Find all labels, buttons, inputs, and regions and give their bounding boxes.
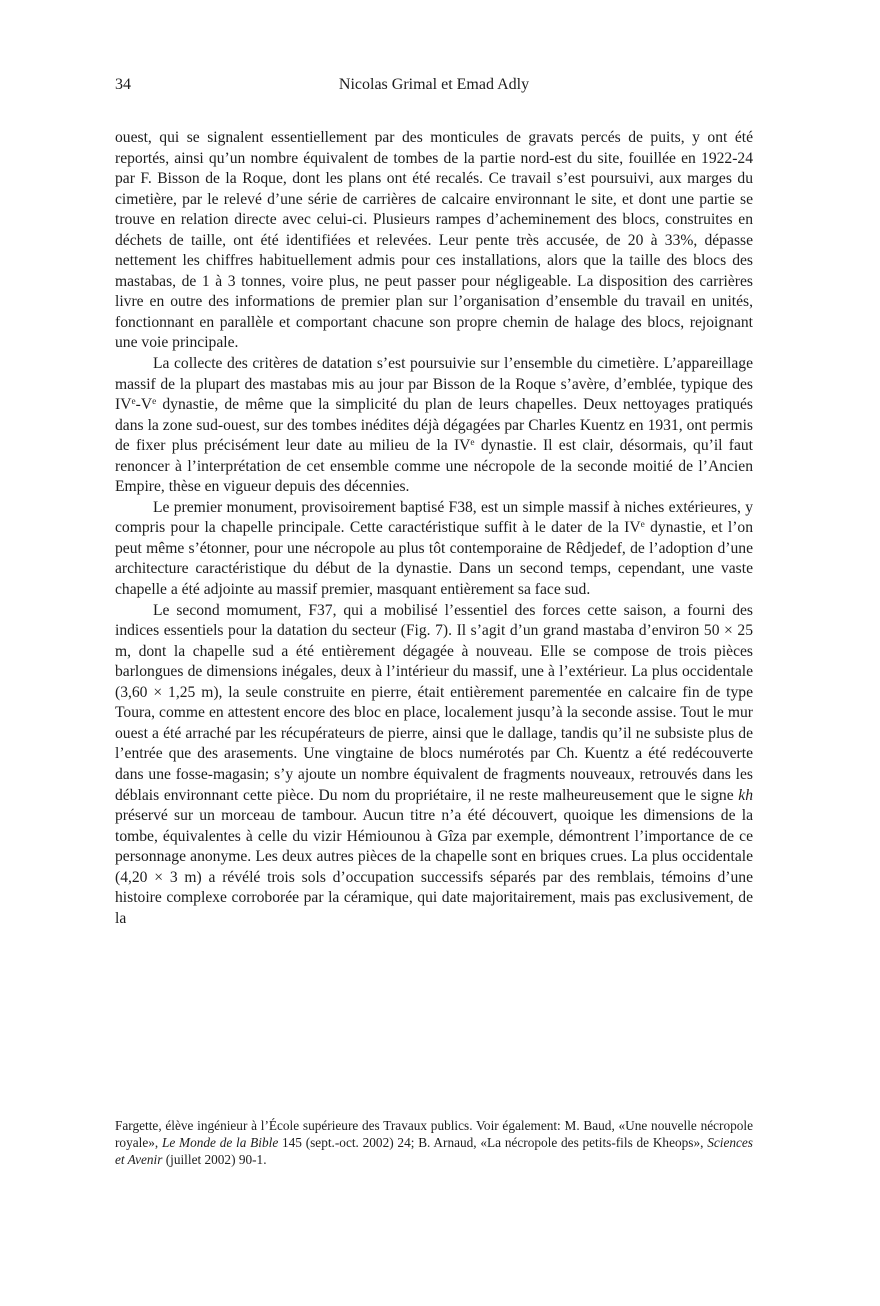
superscript: e — [152, 396, 157, 407]
paragraph-4-text-a: Le second momument, F37, qui a mobilisé l’essentiel des forces cette saison, a fourni des indices essentiels pour la datation du secteur (Fig. 7). Il s’agit d’un grand mastaba d’environ 50 × 25 m, dont la chapelle sud a été entièrement dégagée à nouveau. Elle se compose de trois pièces barlongues de dimensions inégales, deux à l’intérieur du massif, une à l’extérieur. La plus occidentale (3,60 × 1,25 m), la seule construite en pierre, était entièrement parementée en calcaire fin de type Toura, comme en attestent encore des bloc en place, localement jusqu’à la seconde assise. Tout le mur ouest a été arraché par les récupérateurs de pierre, ainsi que le dallage, tandis qu’il ne subsiste plus de l’entrée que des arasements. Une vingtaine de blocs numérotés par Ch. Kuentz a été redécouverte dans une fosse-magasin; s’y ajoute un nombre équivalent de fragments nouveaux, retrouvés dans les déblais environnant cette pièce. Du nom du propriétaire, il ne reste malheureusement que le signe — [115, 601, 753, 804]
footnote-text-b: 145 (sept.-oct. 2002) 24; B. Arnaud, «La nécropole des petits-fils de Kheops», — [278, 1134, 708, 1150]
paragraph-2-text-b: -V — [135, 396, 153, 414]
paragraph-1-text: ouest, qui se signalent essentiellement par des monticules de gravats percés de puits, y ont été reportés, ainsi qu’un nombre équivalent de tombes de la partie nord-est du site, fouillée en 1922-24 par F. Bisson de la Roque, dont les plans ont été recalés. Ce travail s’est poursuivi, aux marges du cimetière, par le relevé d’une série de carrières de calcaire environnant le site, et dont une partie se trouve en relation directe avec celui-ci. Plusieurs rampes d’acheminement des blocs, construites en déchets de taille, ont été identifiées et relevées. Leur pente très accusée, de 20 à 33%, dépasse nettement les chiffres habituellement admis pour ces installations, alors que la taille des blocs des mastabas, de 1 à 3 tonnes, voire plus, ne peut passer pour négligeable. La disposition des carrières livre en outre des informations de premier plan sur l’organisation d’ensemble du travail en unités, fonctionnant en parallèle et comportant chacune son propre chemin de halage des blocs, rejoignant une voie principale. — [115, 129, 753, 352]
italic-sign: kh — [738, 786, 753, 804]
paragraph-4 — [115, 601, 753, 930]
footnote — [115, 1118, 753, 1169]
paragraph-2-text-c: dynastie, de même que la simplicité du plan de leurs chapelles. Deux nettoyages pratiqués dans la zone sud-ouest, sur des tombes inédites déjà dégagées par Charles Kuentz en 1931, ont permis de fixer plus précisément leur date au milieu de la IV — [115, 396, 753, 455]
page-header — [115, 76, 753, 100]
paragraph-3-text-b: dynastie, et l’on peut même s’étonner, pour une nécropole au plus tôt contemporaine de Rêdjedef, de l’adoption d’une architecture caractéristique du début de la dynastie. Dans un second temps, cependant, une vaste chapelle a été adjointe au massif premier, masquant entièrement sa face sud. — [115, 519, 753, 599]
body-text — [115, 128, 753, 929]
footnote-journal-title: Le Monde de la Bible — [161, 1134, 279, 1150]
superscript: e — [640, 520, 645, 531]
superscript: e — [470, 438, 475, 449]
footnote-text — [115, 1118, 753, 1169]
superscript: e — [131, 396, 136, 407]
paragraph-4-text-b: préservé sur un morceau de tambour. Aucun titre n’a été découvert, quoique les dimensions de la tombe, équivalentes à celle du vizir Hémiounou à Gîza par exemple, démontrent l’importance de ce personnage anonyme. Les deux autres pièces de la chapelle sont en briques crues. La plus occidentale (4,20 × 3 m) a révélé trois sols d’occupation successifs séparés par des remblais, témoins d’une histoire complexe corroborée par la céramique, qui date majoritairement, mais pas exclusivement, de la — [115, 807, 753, 927]
paragraph-3-text-a: Le premier monument, provisoirement baptisé F38, est un simple massif à niches extérieures, y compris pour la chapelle principale. Cette caractéristique suffit à le dater de la IV — [115, 498, 753, 537]
footnote-text-c: (juillet 2002) 90-1. — [162, 1151, 267, 1167]
paragraph-3 — [115, 498, 753, 601]
footnote-journal-title: Sciences et Avenir — [115, 1134, 753, 1167]
paragraph-2-text-d: dynastie. Il est clair, désormais, qu’il faut renoncer à l’interprétation de cet ensemble comme une nécropole de la seconde moitié de l’Ancien Empire, thèse en vigueur depuis des décennies. — [115, 437, 753, 496]
footnote-text-a: Fargette, élève ingénieur à l’École supérieure des Travaux publics. Voir également: M. Baud, «Une nouvelle nécropole royale», — [115, 1118, 753, 1150]
paragraph-2 — [115, 354, 753, 498]
running-head: Nicolas Grimal et Emad Adly — [338, 76, 530, 93]
paragraph-2-text-a: La collecte des critères de datation s’est poursuivie sur l’ensemble du cimetière. L’appareillage massif de la plupart des mastabas mis au jour par Bisson de la Roque s’avère, d’emblée, typique des IV — [115, 355, 753, 414]
page-number: 34 — [115, 76, 131, 93]
paragraph-1 — [115, 128, 753, 354]
